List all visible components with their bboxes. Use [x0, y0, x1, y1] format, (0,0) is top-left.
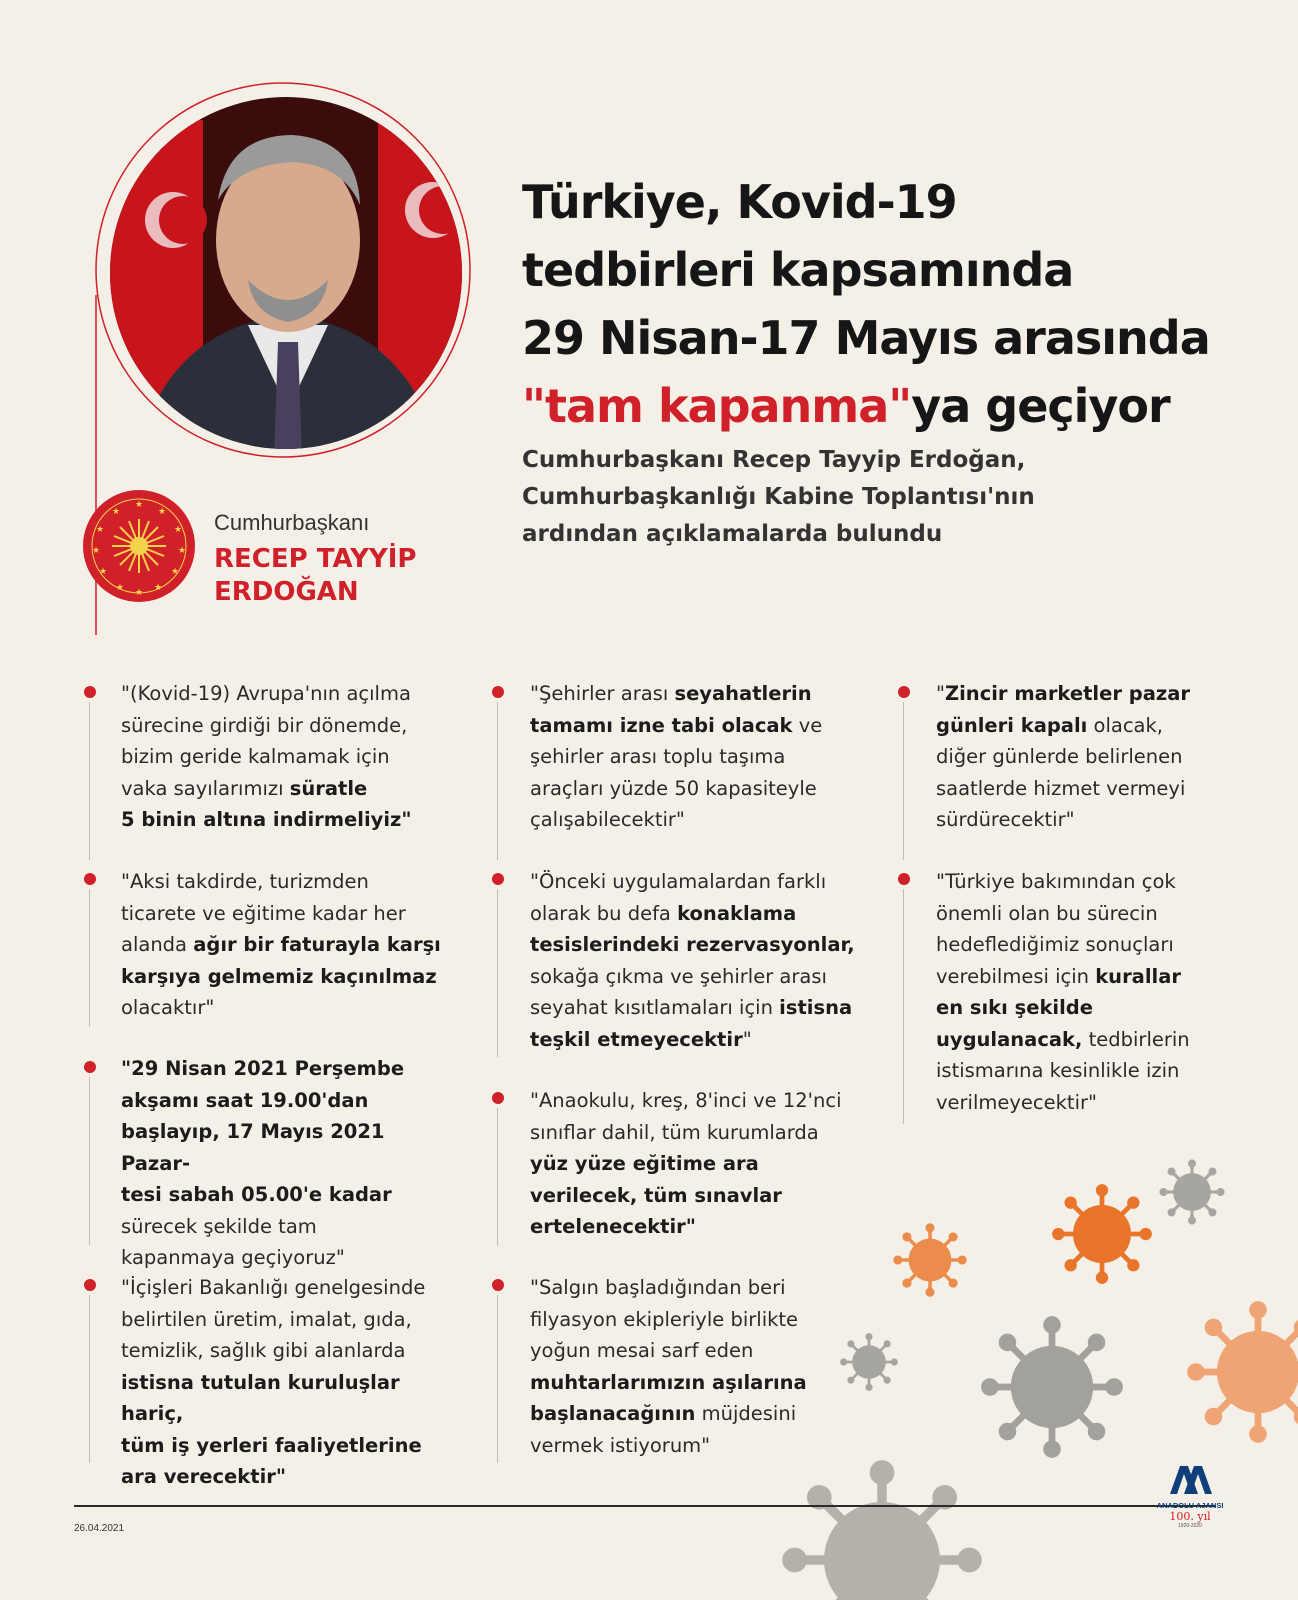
- quote-8: "Salgın başladığından beri filyasyon ekipleriyle birlikte yoğun mesai sarf eden muhtarlarımızın aşılarına başlanacağının müjdesini vermek istiyorum": [530, 1276, 807, 1457]
- portrait-photo: [88, 80, 488, 500]
- svg-text:★: ★: [95, 525, 105, 535]
- bullet-dot: [492, 1279, 504, 1291]
- page-subtitle: Cumhurbaşkanı Recep Tayyip Erdoğan, Cumhurbaşkanlığı Kabine Toplantısı'nın ardından açıklamalarda bulundu: [522, 447, 1035, 547]
- svg-text:★: ★: [98, 567, 108, 577]
- presidential-seal-icon: [82, 489, 196, 603]
- person-name: RECEP TAYYİP ERDOĞAN: [214, 544, 417, 607]
- divider-line: [903, 889, 904, 1124]
- svg-text:★: ★: [91, 546, 101, 556]
- page-title: Türkiye, Kovid-19 tedbirleri kapsamında 29 Nisan-17 Mayıs arasında "tam kapanma"ya geçiyor: [522, 175, 1210, 433]
- divider-line: [903, 702, 904, 860]
- divider-line: [497, 1295, 498, 1463]
- bullet-dot: [898, 686, 910, 698]
- svg-text:★: ★: [134, 500, 144, 510]
- divider-line: [89, 1295, 90, 1463]
- svg-text:★: ★: [153, 583, 163, 593]
- svg-text:★: ★: [177, 546, 187, 556]
- bullet-dot: [84, 873, 96, 885]
- svg-text:★: ★: [134, 588, 144, 598]
- virus-icon: [783, 1461, 981, 1600]
- divider-line: [497, 1108, 498, 1246]
- quote-9: "Zincir marketler pazar günleri kapalı olacak, diğer günlerde belirlenen saatlerde hizmet vermeyi sürdürecektir": [936, 682, 1190, 831]
- bullet-dot: [84, 686, 96, 698]
- aa-logo-icon: [1166, 1462, 1214, 1496]
- quote-10: "Türkiye bakımından çok önemli olan bu sürecin hedeflediğimiz sonuçları verebilmesi için kurallar en sıkı şekilde uygulanacak, tedbirlerin istismarına kesinlikle izin verilmeyecektir": [936, 870, 1190, 1114]
- virus-icon: [894, 1224, 967, 1297]
- divider-line: [89, 702, 90, 860]
- footer-divider: [74, 1505, 1216, 1507]
- quote-2: "Aksi takdirde, turizmden ticarete ve eğitime kadar her alanda ağır bir faturayla karşı karşıya gelmemiz kaçınılmaz olacaktır": [121, 870, 441, 1019]
- quote-3: "29 Nisan 2021 Perşembe akşamı saat 19.00'dan başlayıp, 17 Mayıs 2021 Pazar- tesi sabah 05.00'e kadar sürecek şekilde tam kapanmaya geçiyoruz": [121, 1057, 405, 1269]
- quote-1: "(Kovid-19) Avrupa'nın açılma sürecine girdiği bir dönemde, bizim geride kalmamak için vaka sayılarımızı süratle 5 binin altına indirmeliyiz": [121, 682, 412, 831]
- virus-decoration: [780, 1150, 1298, 1600]
- anadolu-logo: ANADOLU AJANSI 100. yıl 1920-2020: [1150, 1462, 1230, 1530]
- person-role: Cumhurbaşkanı: [214, 510, 370, 535]
- divider-line: [497, 702, 498, 860]
- virus-icon: [1188, 1302, 1298, 1442]
- svg-text:★: ★: [115, 583, 125, 593]
- virus-icon: [982, 1317, 1122, 1457]
- quote-7: "Anaokulu, kreş, 8'inci ve 12'nci sınıflar dahil, tüm kurumlarda yüz yüze eğitime ara verilecek, tüm sınavlar ertelenecektir": [530, 1089, 842, 1238]
- virus-icon: [840, 1333, 897, 1390]
- svg-text:★: ★: [173, 525, 183, 535]
- bullet-dot: [492, 1092, 504, 1104]
- quote-4: "İçişleri Bakanlığı genelgesinde belirtilen üretim, imalat, gıda, temizlik, sağlık gibi alanlarda istisna tutulan kuruluşlar hariç, tüm iş yerleri faaliyetlerine ara verecektir": [121, 1276, 426, 1488]
- divider-line: [497, 889, 498, 1057]
- virus-icon: [1160, 1160, 1224, 1224]
- bullet-dot: [898, 873, 910, 885]
- bullet-dot: [84, 1279, 96, 1291]
- title-highlight: "tam kapanma": [522, 379, 912, 433]
- footer-date: 26.04.2021: [74, 1523, 125, 1534]
- svg-text:★: ★: [157, 507, 167, 517]
- quote-6: "Önceki uygulamalardan farklı olarak bu defa konaklama tesislerindeki rezervasyonlar, sokağa çıkma ve şehirler arası seyahat kısıtlamaları için istisna teşkil etmeyecektir": [530, 870, 855, 1051]
- virus-icon: [1053, 1185, 1152, 1284]
- bullet-dot: [492, 873, 504, 885]
- divider-line: [89, 1077, 90, 1245]
- bullet-dot: [84, 1061, 96, 1073]
- quote-5: "Şehirler arası seyahatlerin tamamı izne tabi olacak ve şehirler arası toplu taşıma araçları yüzde 50 kapasiteyle çalışabilecektir": [530, 682, 823, 831]
- svg-text:★: ★: [170, 567, 180, 577]
- svg-text:★: ★: [111, 507, 121, 517]
- divider-line: [89, 889, 90, 1027]
- bullet-dot: [492, 686, 504, 698]
